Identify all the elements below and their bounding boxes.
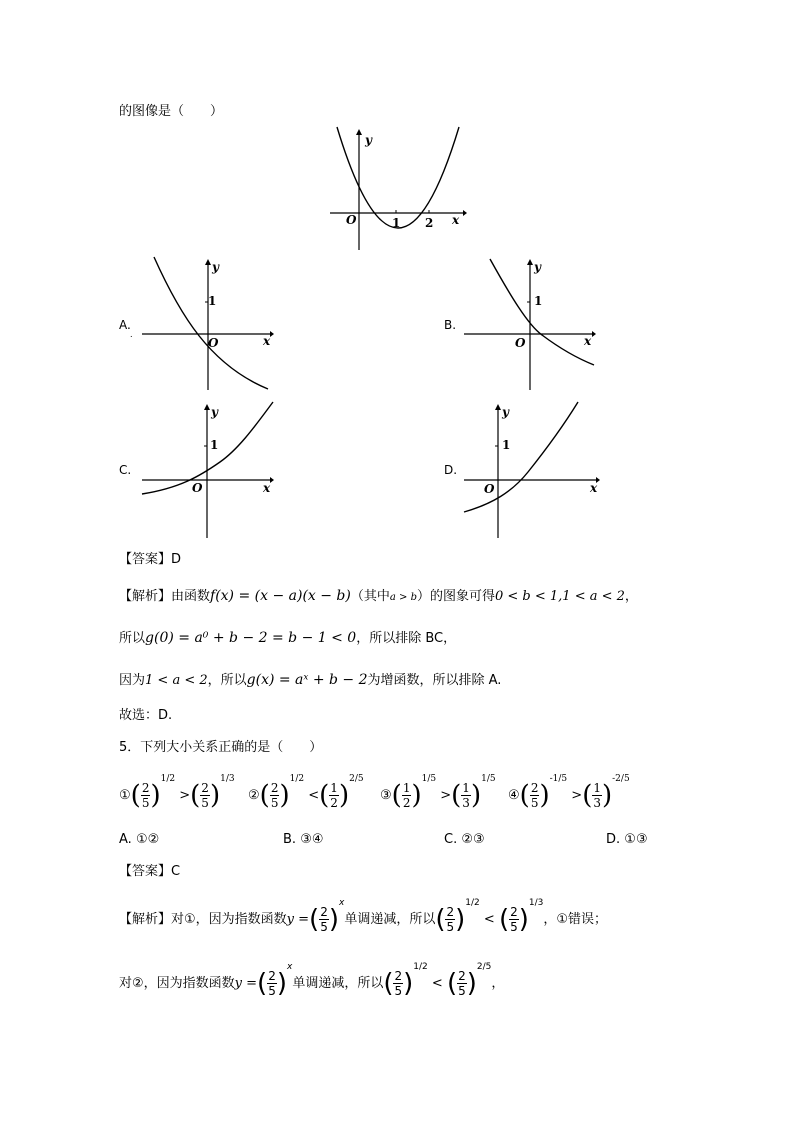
answer-5: 【答案】C (119, 864, 181, 879)
q5-choice-3: ③( $\frac{1}{2}$ )$^{1/5}$ >( $\frac{1}{3}$ )$^{1/5}$ (380, 774, 496, 811)
analysis-4-line-3: 因为1 < a < 2，所以g(x) = aˣ + b − 2为增函数，所以排除 A. (119, 672, 502, 688)
svg-text:O: O (208, 336, 219, 350)
q5-choice-2: ②( $\frac{2}{5}$ )$^{1/2}$ <( $\frac{1}{2}$ )$^{2/5}$ (248, 774, 364, 811)
svg-text:O: O (515, 336, 526, 350)
analysis-5-line-1: 【解析】对①，因为指数函数y =( $\frac{2}{5}$ )$^x$单调递减，所以( $\frac{2}{5}$ )$^{1/2}$ < ( $\frac{2}{5}$ )$^{1/3}$，①错误； (119, 898, 608, 935)
option-d-label: D. (444, 463, 458, 477)
y-label: y (365, 133, 372, 147)
svg-text:y: y (502, 405, 509, 419)
svg-text:x: x (263, 334, 271, 348)
q5-choice-4: ④( $\frac{2}{5}$ )$^{-1/5}$ >( $\frac{1}{3}$ )$^{-2/5}$ (508, 774, 630, 811)
svg-text:1: 1 (502, 438, 511, 452)
q5-answer-d: D. ①③ (606, 832, 648, 847)
svg-text:x: x (584, 334, 592, 348)
x-axis-arrow (463, 210, 467, 216)
analysis-5-line-2: 对②，因为指数函数y =( $\frac{2}{5}$ )$^x$单调递减，所以( $\frac{2}{5}$ )$^{1/2}$ < ( $\frac{2}{5}$ )$^{2/5}$， (119, 962, 505, 999)
option-b-graph (462, 255, 602, 395)
analysis-4-line-1: 【解析】由函数f(x) = (x − a)(x − b)（其中a > b）的图象可得0 < b < 1,1 < a < 2， (119, 588, 638, 604)
q5-answer-c: C. ②③ (444, 832, 485, 847)
svg-text:x: x (263, 481, 271, 495)
q5-answer-b: B. ③④ (283, 832, 324, 847)
svg-text:O: O (192, 481, 203, 495)
option-a-graph (140, 255, 280, 395)
main-parabola-graph (325, 125, 470, 255)
svg-text:y: y (211, 405, 218, 419)
option-b-label: B. (444, 318, 457, 332)
svg-text:y: y (212, 260, 219, 274)
option-c-label: C. (119, 463, 132, 477)
svg-text:x: x (590, 481, 598, 495)
svg-text:1: 1 (210, 438, 219, 452)
answer-4: 【答案】D (119, 552, 182, 567)
x-label: x (452, 213, 460, 227)
y-axis-arrow (356, 129, 362, 135)
analysis-4-line-2: 所以g(0) = a⁰ + b − 2 = b − 1 < 0，所以排除 BC， (119, 630, 457, 646)
tick-1-label: 1 (392, 216, 401, 230)
option-a-label: A. (119, 318, 131, 332)
q5-choice-1: ①( $\frac{2}{5}$ )$^{1/2}$ >( $\frac{2}{5}$ )$^{1/3}$ (119, 774, 235, 811)
origin-label: O (346, 213, 357, 227)
q5-answer-a: A. ①② (119, 832, 160, 847)
question-5-title: 5．下列大小关系正确的是（ ） (119, 740, 323, 755)
option-d-graph (462, 400, 607, 540)
intro-text: 的图像是（ ） (119, 104, 224, 119)
tick-2-label: 2 (425, 216, 434, 230)
svg-text:1: 1 (534, 294, 543, 308)
svg-text:1: 1 (208, 294, 217, 308)
analysis-4-line-4: 故选：D. (119, 708, 173, 723)
svg-text:y: y (534, 260, 541, 274)
option-c-graph (140, 400, 280, 540)
svg-text:O: O (484, 482, 495, 496)
